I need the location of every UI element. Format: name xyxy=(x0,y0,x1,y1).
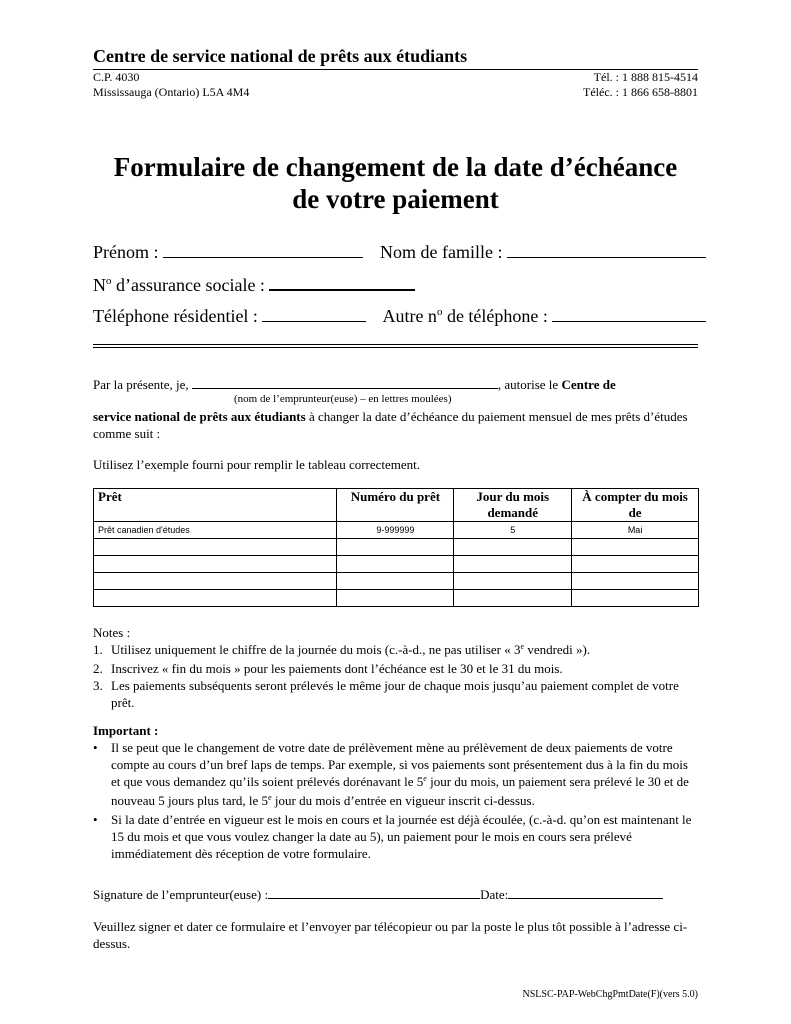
example-instruction: Utilisez l’exemple fourni pour remplir le tableau correctement. xyxy=(93,457,421,472)
borrower-name-hint: (nom de l’emprunteur(euse) – en lettres moulées) xyxy=(234,393,452,405)
authorization-paragraph xyxy=(93,375,698,442)
table-row xyxy=(94,590,699,607)
phone-fields-row xyxy=(93,303,706,327)
table-cell-input[interactable] xyxy=(572,556,699,573)
authorization-line-2: service national de prêts aux étudiants à changer la date d’échéance du paiement mensuel de mes prêts d’études comme suit : xyxy=(93,409,688,441)
address-line-2: Mississauga (Ontario) L5A 4M4 xyxy=(93,85,250,99)
other-phone-field[interactable] xyxy=(552,303,706,322)
signature-row xyxy=(93,885,698,903)
col-header-loan: Prêt xyxy=(94,489,337,522)
important-item: • Il se peut que le changement de votre date de prélèvement mène au prélèvement de deux paiements de votre compte au cours d’un bref laps de temps. Par exemple, si vos paiements sont présentement dus à la fin du mois et que vous demandez qu’ils soient prélevés dorénavant le 5e jour du mois, un paiement sera prélevé le 30 et de nouveau 5 jours plus tard, le 5e jour du mois d’entrée en vigueur inscrit ci-dessus. xyxy=(93,740,689,808)
contact-numbers xyxy=(583,70,698,100)
last-name-label: Nom de famille : xyxy=(380,242,503,262)
table-cell-input[interactable] xyxy=(94,556,337,573)
other-phone-label: Autre $n^o$ de téléphone : xyxy=(382,306,548,326)
table-cell-input[interactable] xyxy=(94,590,337,607)
table-cell-input[interactable] xyxy=(94,539,337,556)
name-fields-row xyxy=(93,239,706,263)
first-name-label: Prénom : xyxy=(93,242,159,262)
table-cell-input[interactable] xyxy=(94,573,337,590)
address-line-1: C.P. 4030 xyxy=(93,70,140,84)
table-cell-input[interactable] xyxy=(454,539,572,556)
table-cell-input[interactable] xyxy=(454,556,572,573)
table-row-example xyxy=(94,522,699,539)
date-field[interactable] xyxy=(508,885,663,899)
form-title-line-1: Formulaire de changement de la date d’échéance xyxy=(113,152,678,182)
note-item: 1. Utilisez uniquement le chiffre de la journée du mois (c.-à-d., ne pas utiliser « 3e vendredi »). xyxy=(93,642,591,657)
home-phone-label: Téléphone résidentiel : xyxy=(93,306,258,326)
note-item: 3. Les paiements subséquents seront prélevés le même jour de chaque mois jusqu’au paiement complet de votre prêt. xyxy=(93,678,679,710)
table-header-row xyxy=(94,489,699,522)
form-title xyxy=(60,151,731,215)
home-phone-field[interactable] xyxy=(262,303,366,322)
bullet-icon: • xyxy=(93,740,98,755)
form-title-line-2: de votre paiement xyxy=(292,184,499,214)
table-cell-input[interactable] xyxy=(337,590,454,607)
table-cell: Mai xyxy=(572,522,699,539)
col-header-requested-day: Jour du mois demandé xyxy=(454,489,572,522)
first-name-field[interactable] xyxy=(163,239,363,258)
mailing-address xyxy=(93,70,249,100)
payment-table xyxy=(93,488,699,607)
authorization-line-1: Par la présente, je, , autorise le Centre de xyxy=(93,377,616,392)
table-cell: 9-999999 xyxy=(337,522,454,539)
important-title: Important : xyxy=(93,723,159,738)
last-name-field[interactable] xyxy=(507,239,706,258)
phone-number: Tél. : 1 888 815-4514 xyxy=(593,70,698,84)
fax-number: Téléc. : 1 866 658-8801 xyxy=(583,85,698,99)
col-header-loan-number: Numéro du prêt xyxy=(337,489,454,522)
table-cell-input[interactable] xyxy=(454,573,572,590)
sin-field[interactable] xyxy=(269,271,415,291)
signature-label: Signature de l’emprunteur(euse) : xyxy=(93,887,269,902)
sin-row xyxy=(93,271,415,296)
note-item: 2. Inscrivez « fin du mois » pour les paiements dont l’échéance est le 30 et le 31 du mois. xyxy=(93,661,563,676)
form-code: NSLSC-PAP-WebChgPmtDate(F)(vers 5.0) xyxy=(522,989,698,1000)
col-header-starting-month: À compter du mois de xyxy=(572,489,699,522)
table-cell-input[interactable] xyxy=(572,573,699,590)
table-cell-input[interactable] xyxy=(572,590,699,607)
table-cell: Prêt canadien d'études xyxy=(94,522,337,539)
important-section xyxy=(93,722,698,862)
sin-label: $N^o$ d’assurance sociale : xyxy=(93,275,265,295)
date-label: Date: xyxy=(480,887,509,902)
organization-name: Centre de service national de prêts aux étudiants xyxy=(93,46,468,66)
table-cell-input[interactable] xyxy=(454,590,572,607)
notes-section xyxy=(93,624,698,711)
table-cell-input[interactable] xyxy=(337,539,454,556)
table-cell-input[interactable] xyxy=(337,573,454,590)
table-cell-input[interactable] xyxy=(337,556,454,573)
table-row xyxy=(94,573,699,590)
closing-instruction: Veuillez signer et dater ce formulaire et l’envoyer par télécopieur ou par la poste le plus tôt possible à l’adresse ci-dessus. xyxy=(93,919,688,951)
table-row xyxy=(94,556,699,573)
table-cell-input[interactable] xyxy=(572,539,699,556)
table-row xyxy=(94,539,699,556)
important-item: • Si la date d’entrée en vigueur est le mois en cours et la journée est déjà écoulée, (c.-à-d. qu’on est maintenant le 15 du mois et que vous voulez changer la date au 5), un paiement pour le mois en cours sera prélevé immédiatement dès réception de votre formulaire. xyxy=(93,812,692,861)
signature-field[interactable] xyxy=(268,885,480,899)
borrower-name-field[interactable] xyxy=(192,375,498,389)
bullet-icon: • xyxy=(93,812,98,827)
section-divider xyxy=(93,344,698,348)
notes-title: Notes : xyxy=(93,625,131,640)
table-cell: 5 xyxy=(454,522,572,539)
